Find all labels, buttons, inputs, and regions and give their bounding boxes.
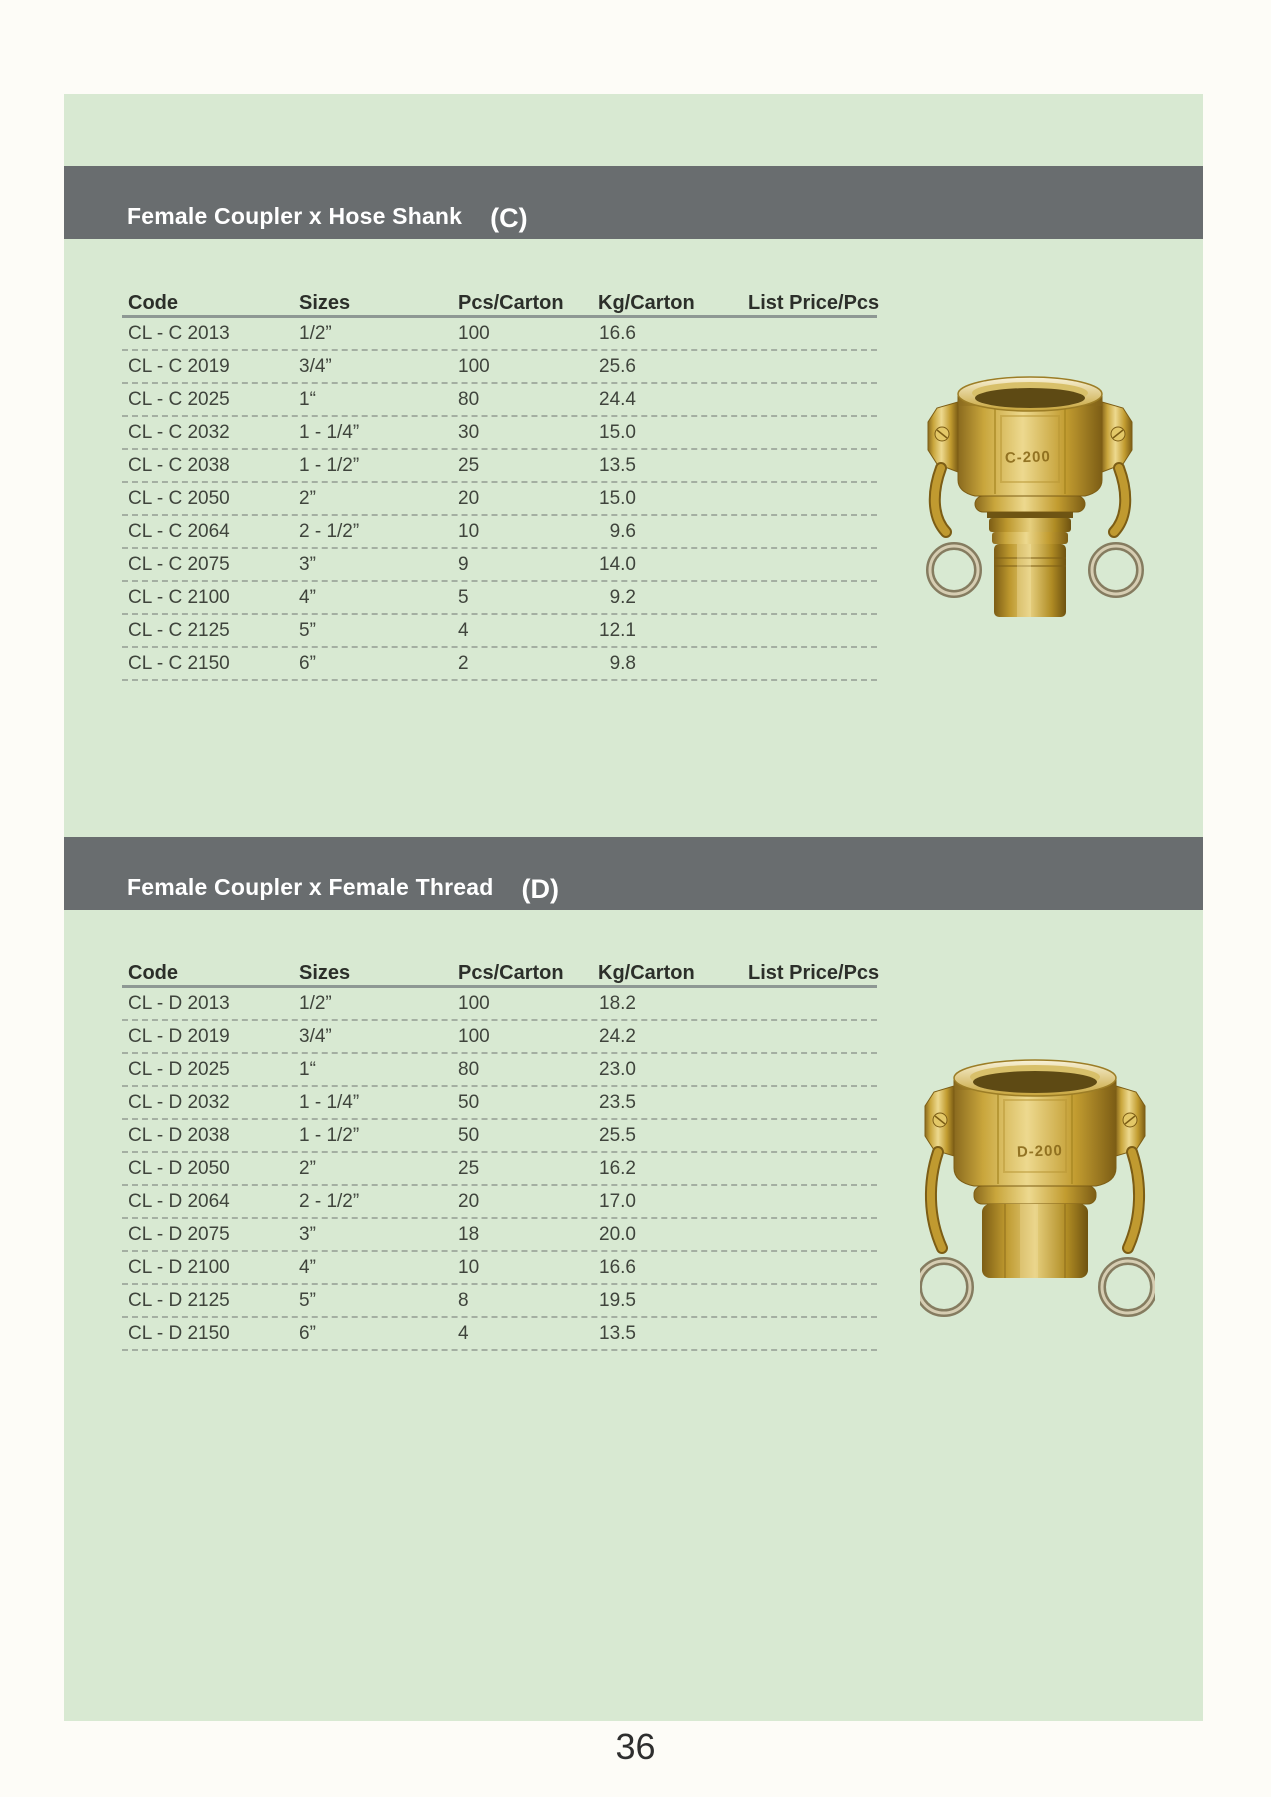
cell-pcs: 5 — [458, 587, 469, 608]
content-panel — [64, 94, 1203, 1721]
cell-size: 3” — [299, 554, 316, 575]
table-row — [122, 1252, 877, 1285]
table-row — [122, 1120, 877, 1153]
column-header-sizes: Sizes — [299, 962, 351, 984]
table-row — [122, 351, 877, 384]
table-row — [122, 483, 877, 516]
section-type-letter: (C) — [490, 203, 528, 233]
table-row — [122, 450, 877, 483]
cell-code: CL - C 2032 — [128, 422, 230, 443]
cell-kg: 24.4 — [599, 389, 636, 410]
cell-pcs: 100 — [458, 993, 490, 1014]
cell-pcs: 100 — [458, 356, 490, 377]
cell-code: CL - C 2013 — [128, 323, 230, 344]
cell-kg: 16.6 — [599, 323, 636, 344]
column-header-pcs: Pcs/Carton — [458, 292, 564, 314]
table-row — [122, 1153, 877, 1186]
cell-pcs: 80 — [458, 1059, 480, 1080]
cell-kg: 23.5 — [599, 1092, 636, 1113]
table-row — [122, 1285, 877, 1318]
cell-size: 5” — [299, 620, 316, 641]
cell-code: CL - D 2150 — [128, 1323, 230, 1344]
cell-size: 1“ — [299, 1059, 316, 1080]
section-title: Female Coupler x Hose Shank — [127, 203, 463, 229]
cell-code: CL - D 2100 — [128, 1257, 230, 1278]
table-row — [122, 1087, 877, 1120]
cell-code: CL - D 2019 — [128, 1026, 230, 1047]
cell-kg: 13.5 — [599, 1323, 636, 1344]
section-title: Female Coupler x Female Thread — [127, 874, 494, 900]
cell-size: 1 - 1/4” — [299, 422, 360, 443]
column-header-price: List Price/Pcs — [748, 962, 880, 984]
cell-pcs: 18 — [458, 1224, 480, 1245]
cell-kg: 15.0 — [599, 422, 636, 443]
product-photo-coupler-c — [925, 372, 1145, 617]
cell-pcs: 50 — [458, 1092, 480, 1113]
cell-kg: 20.0 — [599, 1224, 636, 1245]
table-row — [122, 1054, 877, 1087]
table-body — [122, 318, 877, 681]
cell-size: 6” — [299, 1323, 316, 1344]
cell-size: 1 - 1/2” — [299, 1125, 360, 1146]
cell-size: 3/4” — [299, 1026, 332, 1047]
cell-kg: 13.5 — [599, 455, 636, 476]
cell-pcs: 2 — [458, 653, 469, 674]
cell-size: 1“ — [299, 389, 316, 410]
column-header-price: List Price/Pcs — [748, 292, 880, 314]
cell-code: CL - D 2050 — [128, 1158, 230, 1179]
product-stamp-c: C-200 — [1004, 448, 1052, 467]
column-header-kg: Kg/Carton — [598, 292, 695, 314]
table-row — [122, 988, 877, 1021]
cell-size: 1/2” — [299, 323, 332, 344]
cell-kg: 25.5 — [599, 1125, 636, 1146]
column-header-pcs: Pcs/Carton — [458, 962, 564, 984]
table-row — [122, 648, 877, 681]
cell-pcs: 10 — [458, 1257, 480, 1278]
cell-pcs: 20 — [458, 1191, 480, 1212]
cell-code: CL - D 2032 — [128, 1092, 230, 1113]
table-row — [122, 1219, 877, 1252]
cell-pcs: 30 — [458, 422, 480, 443]
cell-size: 2 - 1/2” — [299, 521, 360, 542]
table-row — [122, 1021, 877, 1054]
cell-pcs: 25 — [458, 1158, 480, 1179]
cell-pcs: 4 — [458, 620, 469, 641]
cell-size: 4” — [299, 1257, 316, 1278]
product-photo-coupler-d — [920, 1052, 1155, 1324]
product-stamp-d: D-200 — [1016, 1142, 1064, 1161]
table-row — [122, 318, 877, 351]
price-table-c — [122, 288, 880, 681]
table-row — [122, 582, 877, 615]
cell-pcs: 50 — [458, 1125, 480, 1146]
cell-code: CL - C 2025 — [128, 389, 230, 410]
cell-code: CL - C 2125 — [128, 620, 230, 641]
cell-kg: 16.2 — [599, 1158, 636, 1179]
cell-kg: 19.5 — [599, 1290, 636, 1311]
section-header-bar-d — [64, 837, 1203, 910]
cell-pcs: 20 — [458, 488, 480, 509]
cell-code: CL - C 2100 — [128, 587, 230, 608]
page-number: 36 — [615, 1726, 656, 1767]
cell-size: 6” — [299, 653, 316, 674]
cell-size: 2” — [299, 488, 316, 509]
cell-pcs: 8 — [458, 1290, 469, 1311]
section-header-bar-c — [64, 166, 1203, 239]
cell-kg: 24.2 — [599, 1026, 636, 1047]
table-header-row — [122, 288, 880, 318]
table-row — [122, 516, 877, 549]
column-header-kg: Kg/Carton — [598, 962, 695, 984]
cell-size: 1 - 1/2” — [299, 455, 360, 476]
cell-pcs: 25 — [458, 455, 480, 476]
cell-pcs: 10 — [458, 521, 480, 542]
cell-pcs: 4 — [458, 1323, 469, 1344]
cell-kg: 14.0 — [599, 554, 636, 575]
cell-kg: 9.2 — [609, 587, 636, 608]
table-header-row — [122, 958, 880, 988]
table-body — [122, 988, 877, 1351]
cell-code: CL - C 2075 — [128, 554, 230, 575]
cell-kg: 25.6 — [599, 356, 636, 377]
cell-kg: 9.8 — [609, 653, 636, 674]
cell-kg: 15.0 — [599, 488, 636, 509]
cell-code: CL - C 2038 — [128, 455, 230, 476]
cell-size: 2” — [299, 1158, 316, 1179]
cell-pcs: 80 — [458, 389, 480, 410]
cell-code: CL - C 2150 — [128, 653, 230, 674]
cell-code: CL - D 2064 — [128, 1191, 230, 1212]
cell-pcs: 100 — [458, 323, 490, 344]
table-row — [122, 615, 877, 648]
section-type-letter: (D) — [521, 874, 559, 904]
table-row — [122, 549, 877, 582]
cell-kg: 17.0 — [599, 1191, 636, 1212]
cell-kg: 12.1 — [599, 620, 636, 641]
cell-pcs: 9 — [458, 554, 469, 575]
column-header-sizes: Sizes — [299, 292, 351, 314]
table-row — [122, 1318, 877, 1351]
cell-code: CL - C 2064 — [128, 521, 230, 542]
cell-size: 2 - 1/2” — [299, 1191, 360, 1212]
cell-kg: 18.2 — [599, 993, 636, 1014]
cell-size: 3/4” — [299, 356, 332, 377]
cell-kg: 16.6 — [599, 1257, 636, 1278]
cell-code: CL - D 2075 — [128, 1224, 230, 1245]
column-header-code: Code — [128, 962, 178, 984]
cell-code: CL - C 2019 — [128, 356, 230, 377]
cell-code: CL - D 2025 — [128, 1059, 230, 1080]
cell-size: 4” — [299, 587, 316, 608]
table-row — [122, 417, 877, 450]
column-header-code: Code — [128, 292, 178, 314]
cell-size: 5” — [299, 1290, 316, 1311]
table-row — [122, 1186, 877, 1219]
cell-size: 1/2” — [299, 993, 332, 1014]
cell-size: 1 - 1/4” — [299, 1092, 360, 1113]
cell-code: CL - C 2050 — [128, 488, 230, 509]
cell-code: CL - D 2125 — [128, 1290, 230, 1311]
cell-size: 3” — [299, 1224, 316, 1245]
cell-kg: 23.0 — [599, 1059, 636, 1080]
cell-code: CL - D 2013 — [128, 993, 230, 1014]
cell-pcs: 100 — [458, 1026, 490, 1047]
price-table-d — [122, 958, 880, 1351]
cell-kg: 9.6 — [609, 521, 636, 542]
table-row — [122, 384, 877, 417]
cell-code: CL - D 2038 — [128, 1125, 230, 1146]
